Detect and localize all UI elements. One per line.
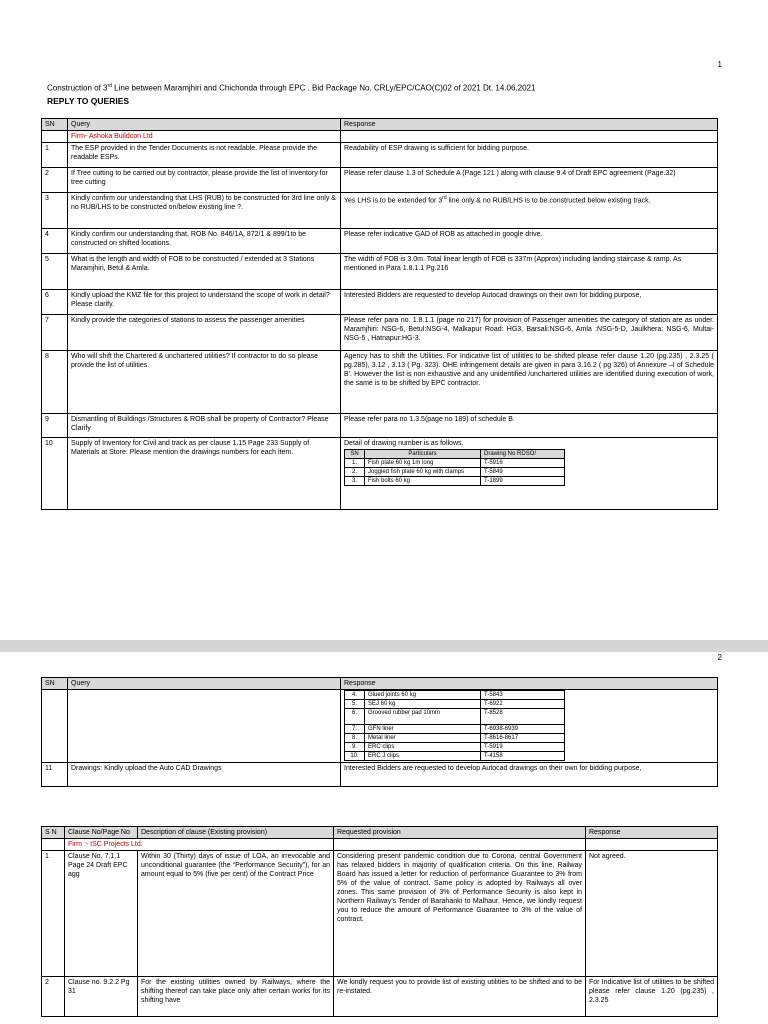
row-response: Please refer clause 1.3 of Schedule A (Page 121 ) along with clause 9.4 of Draft EPC agreement (Page.32) [341, 168, 718, 193]
row-response: Please refer indicative GAD of ROB as attached in google drive. [341, 229, 718, 254]
row-response: Please refer para no. 1.8.1.1 (page no 217) for provision of Passenger amenities the category of station are as under. Maramjhiri: NSG-6, Betul:NSG-4, Malkapur Road: HG3, Barsali:NSG-6, Amla :NSG-5-D, Jaulkhera: NSG-6, Multai-NSG-5 , Hatnapur:HG-3. [341, 315, 718, 351]
table-header-row [42, 119, 718, 131]
row-response: Please refer para no 1.3.5(page no 189) of schedule B. [341, 414, 718, 438]
firm-name: Firm- Ashoka Buildcon Ltd [68, 131, 341, 143]
table-row [42, 193, 718, 229]
drawing-row: 8. Metal liner T-8616-8617 [345, 734, 565, 743]
page-number: 2 [717, 653, 722, 662]
header-clause-no: Clause No/Page No [65, 827, 138, 839]
table-row [42, 351, 718, 414]
table-row [42, 229, 718, 254]
queries-table [41, 118, 718, 510]
row-query: Who will shift the Chartered & unchartered utilities? If contractor to do so please provide the list of utilities. [68, 351, 341, 414]
drawing-row: 3. Fish bolts 60 kg T-1899 [345, 477, 565, 486]
drawing-header-row: SN Particulars Drawing No RDSO/ [345, 450, 565, 459]
drawing-row: 10. ERC J clips T-4158 [345, 752, 565, 761]
header-query: Query [68, 119, 341, 131]
row-response: For Indicative list of utilities to be shifted please refer clause 1.20 (pg.235) , 2.3.25 [586, 977, 718, 1017]
document-title [47, 83, 535, 93]
table-row [42, 438, 718, 510]
drawing-row: 6. Grooved rubber pad 10mm T-8528 [345, 709, 565, 725]
header-sn: SN [42, 678, 68, 690]
clause-table [41, 826, 718, 1017]
table-row [42, 143, 718, 168]
drawing-table-continued [344, 690, 565, 761]
row-query: The ESP provided in the Tender Documents is not readable. Please provide the readable ESPs. [68, 143, 341, 168]
table-header-row [42, 678, 718, 690]
header-description: Description of clause (Existing provision) [138, 827, 334, 839]
row-sn: 2 [42, 977, 65, 1017]
row-sn: 2 [42, 168, 68, 193]
row-sn: 11 [42, 763, 68, 787]
firm-row [42, 131, 718, 143]
row-query: Dismantling of Buildings /Structures & ROB shall be property of Contractor? Please Clarify [68, 414, 341, 438]
drawing-row: 4. Glued joints 60 kg T-5843 [345, 691, 565, 700]
drawing-row: 2. Joggled fish plate 60 kg with clamps T-5849 [345, 468, 565, 477]
table-row [42, 254, 718, 290]
drawing-table [344, 449, 565, 486]
table-row [42, 168, 718, 193]
row-response: Readability of ESP drawing is sufficient for bidding purpose. [341, 143, 718, 168]
row-sn: 4 [42, 229, 68, 254]
row-query: Drawings: Kindly upload the Auto CAD Drawings [68, 763, 341, 787]
row-response: Interested Bidders are requested to develop Autocad drawings on their own for bidding purpose, [341, 290, 718, 315]
title-prefix: Construction of 3 [47, 83, 108, 93]
row-sn: 1 [42, 143, 68, 168]
header-query: Query [68, 678, 341, 690]
row-response [341, 690, 718, 763]
row-query: Kindly confirm our understanding that LHS (RUB) to be constructed for 3rd line only & no RUB/LHS to be constructed on/below existing line ?. [68, 193, 341, 229]
header-sn: S N [42, 827, 65, 839]
row-sn: 3 [42, 193, 68, 229]
table-row [42, 690, 718, 763]
header-response: Response [586, 827, 718, 839]
row-response: Not agreed. [586, 851, 718, 977]
drawing-row: 7. GFN liner T-6938-6939 [345, 725, 565, 734]
table-row [42, 414, 718, 438]
row-query: Supply of Inventory for Civil and track as per clause 1.15 Page 233 Supply of Materials at Store: Please mention the drawings numbers for each item. [68, 438, 341, 510]
table-row [42, 977, 718, 1017]
table-row [42, 290, 718, 315]
drawing-row: 5. SEJ 60 kg T-6922 [345, 700, 565, 709]
row-query: Kindly confirm our understanding that, ROB No. 846/1A, 872/1 & 899/1to be constructed on shifted locations. [68, 229, 341, 254]
reply-heading: REPLY TO QUERIES [47, 96, 130, 106]
table-row [42, 851, 718, 977]
row-requested: Considering present pandemic condition due to Corona, central Government has relaxed bidders in majority of qualification criteria. On this line, Railway Board has issued a letter for reduction of performance Guarantee to 3% from 5% of the value of contract. Same policy is adopted by Railways all over zones. This same provision of 3% of Performance Security is also kept in Northern Railway’s Tender of Barahanki to Malhaur. Hence, we kindly request you to reduce the amount of Performance Guarantee to 3% of the value of contract. [334, 851, 586, 977]
row-response: Yes LHS is to be extended for 3rd line only & no RUB/LHS is to be constructed below existing track. [341, 193, 718, 229]
row-clause-no: Clause No. 7.1.1 Page 24 Draft EPC agg [65, 851, 138, 977]
title-sup: rd [107, 83, 112, 89]
header-sn: SN [42, 119, 68, 131]
row-query: Kindly provide the categories of stations to assess the passenger amenities [68, 315, 341, 351]
drawing-row: 1. Fish plate 60 kg 1m long T-5916 [345, 459, 565, 468]
row-sn: 9 [42, 414, 68, 438]
header-response: Response [341, 119, 718, 131]
row-sn: 1 [42, 851, 65, 977]
row-description: For the existing utilities owned by Railways, where the shifting thereof can take place only after certain works for its shifting have [138, 977, 334, 1017]
drawing-row: 9. ERC clips T-5919 [345, 743, 565, 752]
drawing-intro: Detail of drawing number is as follows. [344, 440, 464, 447]
row-response: Agency has to shift the Utilities. For Indicative list of utilities to be shifted please refer clause 1.20 (pg.235) , 2.3.25 ( pg.285), 3.12 , 3.13 ( Pg. 323). OHE infringement details are given in para 3.16.2 ( pg 326) of Annexure –I of Schedule B'. However the list is non exhaustive and any unidentified /unchartered utilities are identified during execution of work, the same is to be shifted by EPC contractor. [341, 351, 718, 414]
title-suffix: Line between Maramjhiri and Chichonda through EPC . Bid Package No. CRLy/EPC/CAO(C)02 of 2021 Dt. 14.06.2021 [111, 83, 536, 93]
row-description: Within 30 (Thirty) days of issue of LOA, an irrevocable and unconditional guarantee (the “Performance Security”), for an amount equal to 5% (five per cent) of the Contract Price [138, 851, 334, 977]
row-requested: We kindly request you to provide list of existing utilities to be shifted and to be re-instated. [334, 977, 586, 1017]
row-sn: 5 [42, 254, 68, 290]
row-sn: 7 [42, 315, 68, 351]
row-query: If Tree cutting to be carried out by contractor, please provide the list of inventory for tree cutting [68, 168, 341, 193]
table-row [42, 315, 718, 351]
row-sn: 10 [42, 438, 68, 510]
document-page-2 [0, 652, 768, 1024]
row-sn: 6 [42, 290, 68, 315]
table-row [42, 763, 718, 787]
row-clause-no: Clause no. 9.2.2 Pg 31 [65, 977, 138, 1017]
row-response [341, 438, 718, 510]
firm-row [42, 839, 718, 851]
header-response: Response [341, 678, 718, 690]
header-requested: Requested provision [334, 827, 586, 839]
row-query: Kindly upload the KMZ file for this project to understand the scope of work in detail? Please clarify. [68, 290, 341, 315]
queries-table-continued [41, 677, 718, 787]
row-query: What is the length and width of FOB to be constructed / extended at 3 Stations Maramjhiri, Betul & Amla. [68, 254, 341, 290]
row-sn: 8 [42, 351, 68, 414]
firm-name: Firm :- ISC Projects Ltd. [65, 839, 334, 851]
page-number: 1 [717, 60, 722, 69]
clause-header-row [42, 827, 718, 839]
row-response: Interested Bidders are requested to develop Autocad drawings on their own for bidding purpose, [341, 763, 718, 787]
row-response: The width of FOB is 3.0m. Total linear length of FOB is 337m (Approx) including landing staircase & ramp. As mentioned in Para 1.8.1.1 Pg.216 [341, 254, 718, 290]
